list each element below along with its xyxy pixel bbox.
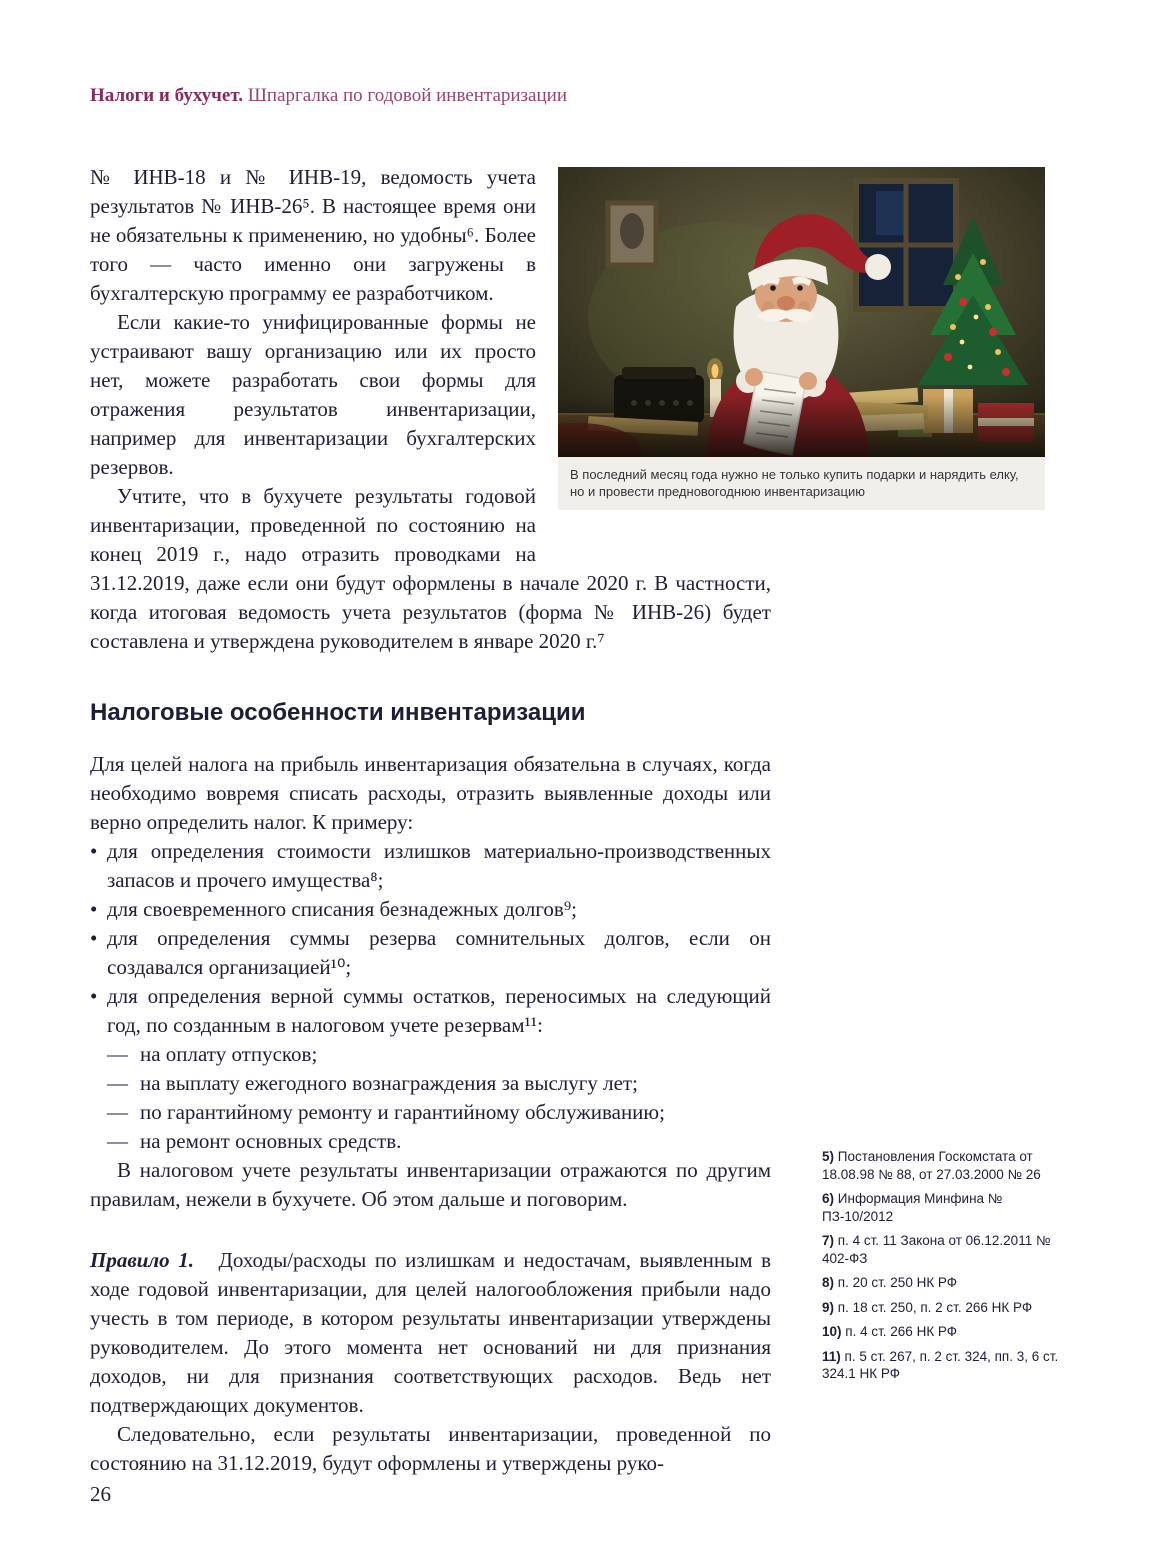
footnote-number: 6) xyxy=(822,1191,835,1206)
paragraph-lead: Для целей налога на прибыль инвентаризация обязательна в случаях, когда необходимо вовремя списать расходы, отразить выявленные доходы или верно определить налог. К примеру: xyxy=(90,752,771,834)
footnote xyxy=(822,1148,1074,1183)
bullet-marker: • xyxy=(90,897,98,921)
bullet-marker: • xyxy=(90,839,98,863)
list-item xyxy=(90,1069,771,1098)
footnote xyxy=(822,1274,1074,1292)
bullet-text: для определения стоимости излишков материально-производственных запасов и прочего имущества⁸; xyxy=(107,839,771,892)
footnote-number: 9) xyxy=(822,1299,835,1315)
dash-marker: — xyxy=(107,1129,128,1153)
list-item xyxy=(90,1040,771,1069)
list-item xyxy=(90,1127,771,1156)
footnote-number: 5) xyxy=(822,1149,835,1164)
bullet-list xyxy=(90,837,771,1040)
bullet-text: для определения верной суммы остатков, переносимых на следующий год, по созданным в налоговом учете резервам¹¹: xyxy=(107,984,771,1037)
footnotes-column xyxy=(822,1148,1074,1390)
footnote-text: Информация Минфина № ПЗ-10/2012 xyxy=(822,1191,1003,1224)
paragraph-custom-forms: Если какие-то унифицированные формы не устраивают вашу организацию или их просто нет, можете разработать свои формы для отражения результатов инвентаризации, например для инвентаризации бухгалтерских резервов. xyxy=(90,310,536,479)
bullet-text: для своевременного списания безнадежных долгов⁹; xyxy=(107,897,577,921)
list-item xyxy=(90,837,771,895)
santa-photo xyxy=(558,167,1045,457)
footnote-text: п. 18 ст. 250, п. 2 ст. 266 НК РФ xyxy=(837,1299,1033,1315)
list-item xyxy=(90,1098,771,1127)
dash-marker: — xyxy=(107,1100,128,1124)
list-item xyxy=(90,895,771,924)
dash-text: на оплату отпусков; xyxy=(140,1042,318,1066)
footnote-text: п. 5 ст. 267, п. 2 ст. 324, пп. 3, 6 ст. 324.1 НК РФ xyxy=(822,1348,1059,1381)
bullet-text: для определения суммы резерва сомнительных долгов, если он создавался организацией¹⁰; xyxy=(107,926,771,979)
santa-illustration xyxy=(558,167,1045,457)
bullet-marker: • xyxy=(90,984,98,1008)
rule-label: Правило 1. xyxy=(90,1248,194,1272)
photo-figure xyxy=(558,167,1045,510)
footnote-text: п. 20 ст. 250 НК РФ xyxy=(837,1275,958,1290)
footnote-number: 7) xyxy=(822,1233,835,1248)
paragraph-uchtite: Учтите, что в бухучете результаты годовой инвентаризации, проведенной по состоянию на конец 2019 г., надо отразить проводками на 31.12.2019, даже если они будут оформлены в начале 2020 г. В частности, когда итоговая ведомость учета результатов (форма № ИНВ-26) будет составлена и утверждена руководителем в январе 2020 г.⁷ xyxy=(90,484,771,653)
rule-text: Доходы/расходы по излишкам и недостачам, выявленным в ходе годовой инвентаризации, для целей налогообложения прибыли надо учесть в том периоде, в котором результаты инвентаризации утверждены руководителем. До этого момента нет оснований ни для признания доходов, ни для признания соответствующих расходов. Ведь нет подтверждающих документов. xyxy=(90,1248,771,1417)
dash-marker: — xyxy=(107,1071,128,1095)
window xyxy=(856,181,956,309)
wall-picture-frame xyxy=(608,203,656,265)
footnote-number: 10) xyxy=(822,1324,842,1339)
running-head xyxy=(90,84,567,108)
paragraph-sledovatelno: Следовательно, если результаты инвентаризации, проведенной по состоянию на 31.12.2019, будут оформлены и утверждены руко- xyxy=(90,1422,771,1475)
dash-text: на выплату ежегодного вознаграждения за выслугу лет; xyxy=(140,1071,638,1095)
rule-paragraph xyxy=(90,1246,771,1420)
footnote-text: п. 4 ст. 266 НК РФ xyxy=(845,1324,958,1339)
bullet-marker: • xyxy=(90,926,98,950)
paragraph-closing: В налоговом учете результаты инвентаризации отражаются по другим правилам, нежели в бухучете. Об этом дальше и поговорим. xyxy=(90,1158,771,1211)
footnote xyxy=(822,1323,1074,1341)
page-number: 26 xyxy=(90,1482,111,1506)
section-heading: Налоговые особенности инвентаризации xyxy=(90,699,586,726)
footnote xyxy=(822,1348,1074,1383)
footnote xyxy=(822,1232,1074,1267)
footnote-text: п. 4 ст. 11 Закона от 06.12.2011 № 402-ФЗ xyxy=(822,1233,1051,1266)
article-title: Шпаргалка по годовой инвентаризации xyxy=(247,85,567,106)
footnote-text: Постановления Госкомстата от 18.08.98 № 88, от 27.03.2000 № 26 xyxy=(822,1149,1041,1182)
dash-list xyxy=(90,1040,771,1156)
footnote-number: 8) xyxy=(822,1275,835,1290)
photo-caption: В последний месяц года нужно не только купить подарки и нарядить елку, но и провести предновогоднюю инвентаризацию xyxy=(558,457,1045,510)
paragraph-inv-forms: № ИНВ-18 и № ИНВ-19, ведомость учета результатов № ИНВ-26⁵. В настоящее время они не обязательны к применению, но удобны⁶. Более того — часто именно они загружены в бухгалтерскую программу ее разработчиком. xyxy=(90,165,536,305)
list-item xyxy=(90,924,771,982)
edition-title: Налоги и бухучет. xyxy=(90,85,243,106)
footnote-number: 11) xyxy=(822,1348,841,1364)
dash-marker: — xyxy=(107,1042,128,1066)
footnote xyxy=(822,1299,1074,1317)
dash-text: на ремонт основных средств. xyxy=(140,1129,402,1153)
dash-text: по гарантийному ремонту и гарантийному обслуживанию; xyxy=(140,1100,665,1124)
list-item xyxy=(90,982,771,1040)
footnote xyxy=(822,1190,1074,1225)
